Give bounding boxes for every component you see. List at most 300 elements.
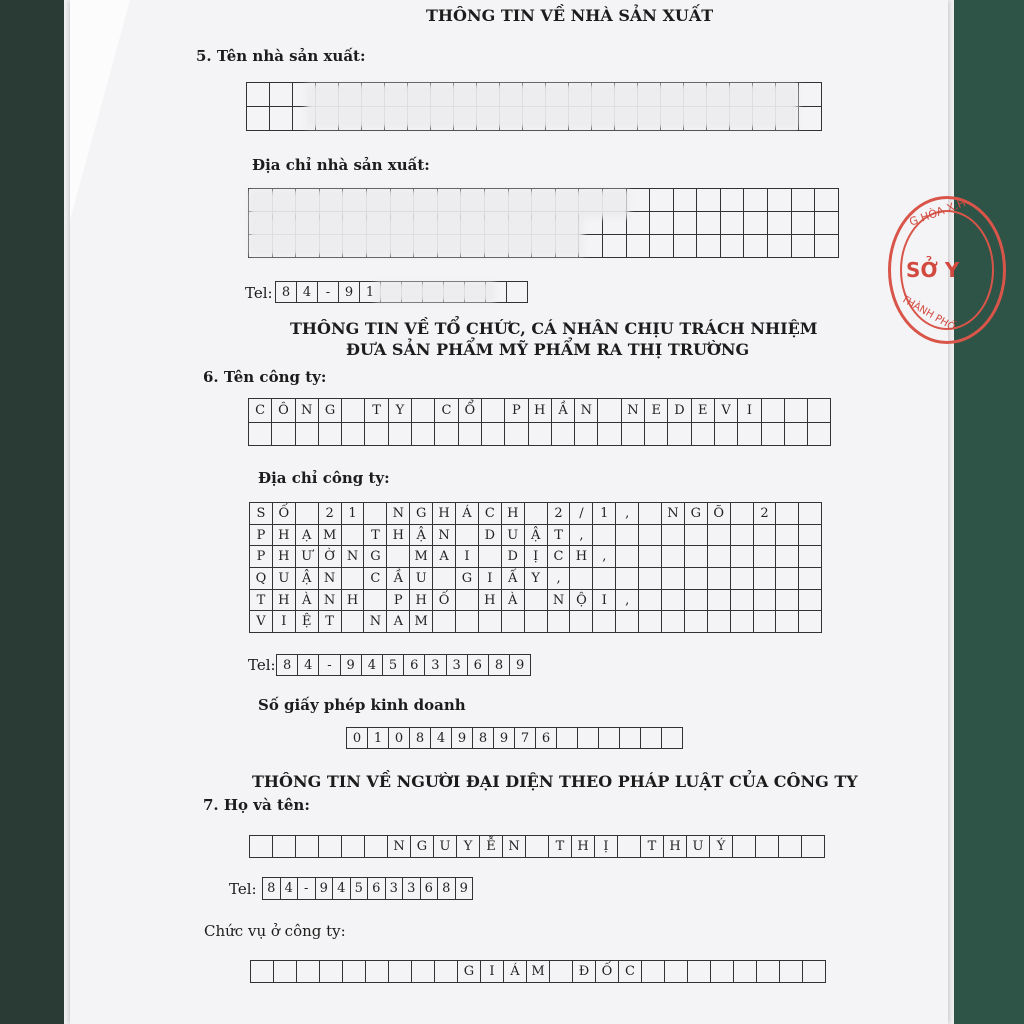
redacted-manufacturer-name	[306, 84, 798, 128]
grid-cell: A	[387, 611, 410, 633]
grid-cell: G	[685, 503, 708, 525]
paper-fold	[70, 0, 130, 220]
grid-cell: 8	[473, 728, 494, 749]
grid-cell	[721, 212, 745, 235]
heading-company-line2: ĐƯA SẢN PHẨM MỸ PHẨM RA THỊ TRƯỜNG	[346, 340, 750, 359]
grid-cell: T	[365, 399, 388, 423]
grid-cell	[575, 423, 598, 447]
grid-cell: 4	[431, 728, 452, 749]
grid-cell	[249, 423, 272, 447]
grid-cell: 8	[277, 655, 298, 676]
grid-row	[250, 590, 822, 612]
grid-cell: À	[502, 590, 525, 612]
grid-cell	[731, 590, 754, 612]
grid-cell	[526, 836, 549, 858]
grid-cell	[674, 212, 698, 235]
grid-cell	[711, 961, 734, 983]
grid-cell	[799, 503, 822, 525]
grid-cell: Y	[525, 568, 548, 590]
grid-cell	[685, 568, 708, 590]
grid-cell	[525, 590, 548, 612]
grid-cell	[342, 611, 365, 633]
grid-cell: P	[250, 525, 273, 547]
grid-cell	[598, 423, 621, 447]
grid-cell: 9	[316, 878, 334, 900]
grid-row	[250, 546, 822, 568]
grid-cell: Ậ	[296, 568, 319, 590]
grid-cell	[768, 212, 792, 235]
heading-manufacturer: THÔNG TIN VỀ NHÀ SẢN XUẤT	[426, 6, 714, 25]
grid-cell	[296, 503, 319, 525]
grid-cell	[708, 546, 731, 568]
grid-cell: H	[479, 590, 502, 612]
grid-cell	[459, 423, 482, 447]
grid-cell	[412, 961, 435, 983]
grid-cell: M	[410, 611, 433, 633]
grid-cell: Ố	[273, 503, 296, 525]
grid-cell: -	[318, 282, 339, 303]
grid-cell	[650, 212, 674, 235]
grid-row	[263, 878, 473, 900]
grid-cell	[650, 189, 674, 212]
grid-cell	[639, 525, 662, 547]
grid-cell: T	[641, 836, 664, 858]
grid-cell	[697, 212, 721, 235]
grid-cell	[365, 836, 388, 858]
grid-cell	[768, 189, 792, 212]
grid-cell	[650, 235, 674, 258]
grid-cell: N	[319, 590, 342, 612]
grid-cell: 6	[368, 878, 386, 900]
grid-cell	[364, 590, 387, 612]
grid-cell	[627, 212, 651, 235]
grid-cell	[697, 235, 721, 258]
grid-cell: Ý	[710, 836, 733, 858]
grid-cell	[639, 590, 662, 612]
grid-cell	[366, 961, 389, 983]
grid-cell: 4	[362, 655, 383, 676]
grid-cell	[319, 423, 342, 447]
grid-cell	[387, 546, 410, 568]
grid-cell: P	[505, 399, 528, 423]
grid-cell: I	[479, 568, 502, 590]
grid-cell	[593, 525, 616, 547]
grid-cell: D	[502, 546, 525, 568]
grid-cell: E	[645, 399, 668, 423]
grid-cell: 5	[351, 878, 369, 900]
grid-cell: N	[622, 399, 645, 423]
grid-cell: M	[527, 961, 550, 983]
grid-cell: H	[342, 590, 365, 612]
grid-cell: 6	[404, 655, 425, 676]
grid-cell: Ờ	[319, 546, 342, 568]
grid-cell	[808, 423, 831, 447]
grid-cell: 4	[297, 282, 318, 303]
grid-cell: Ậ	[525, 525, 548, 547]
grid-cell	[364, 503, 387, 525]
grid-rep-name	[249, 835, 825, 858]
grid-cell: N	[296, 399, 319, 423]
grid-cell	[692, 423, 715, 447]
label-rep-position: Chức vụ ở công ty:	[204, 922, 346, 940]
grid-row	[250, 611, 822, 633]
grid-cell: Ệ	[296, 611, 319, 633]
grid-cell	[799, 525, 822, 547]
grid-cell	[799, 546, 822, 568]
grid-cell: N	[433, 525, 456, 547]
grid-cell	[273, 836, 296, 858]
grid-cell: 6	[421, 878, 439, 900]
grid-cell	[731, 568, 754, 590]
grid-cell	[639, 503, 662, 525]
grid-cell: C	[619, 961, 642, 983]
grid-cell: G	[319, 399, 342, 423]
grid-cell: 8	[489, 655, 510, 676]
grid-cell	[642, 961, 665, 983]
grid-cell	[570, 611, 593, 633]
grid-cell	[616, 568, 639, 590]
grid-cell: 9	[494, 728, 515, 749]
grid-cell	[665, 961, 688, 983]
grid-cell	[319, 836, 342, 858]
grid-cell: H	[433, 503, 456, 525]
grid-cell: H	[502, 503, 525, 525]
grid-cell	[668, 423, 691, 447]
grid-cell: 4	[298, 655, 319, 676]
grid-cell: H	[273, 590, 296, 612]
grid-cell: E	[692, 399, 715, 423]
grid-cell: U	[502, 525, 525, 547]
grid-cell	[389, 961, 412, 983]
grid-cell	[639, 568, 662, 590]
grid-cell	[435, 961, 458, 983]
grid-cell	[412, 399, 435, 423]
grid-cell: C	[548, 546, 571, 568]
grid-cell: 8	[263, 878, 281, 900]
grid-cell	[792, 189, 816, 212]
grid-cell	[505, 423, 528, 447]
grid-cell: G	[411, 836, 434, 858]
grid-cell	[744, 212, 768, 235]
grid-cell	[662, 611, 685, 633]
label-manufacturer-tel: Tel:	[245, 284, 273, 302]
grid-cell	[799, 611, 822, 633]
grid-cell	[731, 525, 754, 547]
grid-cell	[502, 611, 525, 633]
grid-cell	[557, 728, 578, 749]
grid-cell	[622, 423, 645, 447]
grid-cell: 2	[548, 503, 571, 525]
grid-cell	[297, 961, 320, 983]
grid-cell: Ị	[595, 836, 618, 858]
grid-cell: H	[410, 590, 433, 612]
stamp-bottom-text: THÀNH PHỐ	[899, 293, 957, 334]
grid-cell	[721, 235, 745, 258]
grid-cell: H	[572, 836, 595, 858]
grid-cell: M	[319, 525, 342, 547]
background-left	[0, 0, 70, 1024]
grid-cell	[799, 568, 822, 590]
grid-cell	[815, 235, 839, 258]
label-manufacturer-address: Địa chỉ nhà sản xuất:	[252, 156, 430, 174]
grid-cell	[815, 189, 839, 212]
grid-row	[277, 655, 531, 676]
grid-cell: N	[388, 836, 411, 858]
grid-cell: Q	[250, 568, 273, 590]
grid-cell	[721, 189, 745, 212]
grid-cell: G	[364, 546, 387, 568]
grid-cell: I	[481, 961, 504, 983]
grid-cell	[479, 546, 502, 568]
grid-cell: H	[273, 525, 296, 547]
grid-cell: I	[738, 399, 761, 423]
grid-cell	[776, 611, 799, 633]
grid-cell	[342, 525, 365, 547]
grid-business-license	[346, 727, 683, 749]
grid-cell	[776, 525, 799, 547]
grid-cell: 4	[333, 878, 351, 900]
grid-cell: C	[479, 503, 502, 525]
grid-cell: T	[319, 611, 342, 633]
label-rep-name: 7. Họ và tên:	[203, 796, 310, 814]
grid-cell	[456, 590, 479, 612]
grid-company-address	[249, 502, 822, 633]
grid-cell: T	[549, 836, 572, 858]
grid-cell	[738, 423, 761, 447]
grid-row	[250, 525, 822, 547]
grid-cell: 6	[536, 728, 557, 749]
grid-cell	[685, 546, 708, 568]
grid-cell: 3	[403, 878, 421, 900]
grid-cell	[251, 961, 274, 983]
grid-cell: 0	[389, 728, 410, 749]
grid-cell: D	[479, 525, 502, 547]
grid-cell	[639, 546, 662, 568]
grid-cell	[548, 611, 571, 633]
grid-cell: I	[273, 611, 296, 633]
grid-cell	[799, 590, 822, 612]
official-stamp	[888, 196, 1008, 346]
grid-cell: U	[687, 836, 710, 858]
grid-cell	[270, 107, 293, 131]
grid-cell	[627, 235, 651, 258]
grid-cell: V	[715, 399, 738, 423]
grid-cell	[685, 525, 708, 547]
grid-cell	[620, 728, 641, 749]
label-rep-tel: Tel:	[229, 880, 257, 898]
heading-representative: THÔNG TIN VỀ NGƯỜI ĐẠI DIỆN THEO PHÁP LUẬT CỦA CÔNG TY	[252, 772, 858, 791]
grid-cell	[802, 836, 825, 858]
label-company-address: Địa chỉ công ty:	[258, 469, 390, 487]
background-right	[948, 0, 1024, 1024]
grid-cell: -	[319, 655, 340, 676]
grid-cell: Ị	[525, 546, 548, 568]
grid-cell: N	[319, 568, 342, 590]
grid-cell	[762, 423, 785, 447]
grid-row	[347, 728, 683, 749]
grid-cell: Ổ	[459, 399, 482, 423]
grid-cell: 4	[281, 878, 299, 900]
grid-cell: 3	[386, 878, 404, 900]
grid-row	[249, 399, 831, 423]
grid-cell	[342, 423, 365, 447]
grid-cell	[662, 568, 685, 590]
grid-cell: ,	[616, 503, 639, 525]
grid-cell: N	[662, 503, 685, 525]
grid-cell: 2	[754, 503, 777, 525]
grid-company-tel	[276, 654, 531, 676]
grid-cell: U	[410, 568, 433, 590]
grid-cell	[754, 525, 777, 547]
grid-cell: Ậ	[410, 525, 433, 547]
grid-cell	[780, 961, 803, 983]
grid-cell	[296, 423, 319, 447]
grid-cell: 3	[447, 655, 468, 676]
label-company-name: 6. Tên công ty:	[203, 368, 327, 386]
grid-cell: Đ	[573, 961, 596, 983]
grid-cell: Ạ	[296, 525, 319, 547]
grid-cell	[552, 423, 575, 447]
grid-cell: C	[364, 568, 387, 590]
grid-company-name	[248, 398, 831, 446]
grid-cell	[593, 568, 616, 590]
grid-cell: 9	[341, 655, 362, 676]
grid-row	[250, 568, 822, 590]
grid-cell	[754, 590, 777, 612]
grid-cell	[776, 546, 799, 568]
grid-cell: -	[298, 878, 316, 900]
grid-cell	[270, 83, 293, 107]
grid-cell	[785, 423, 808, 447]
grid-cell: H	[387, 525, 410, 547]
grid-cell: Ễ	[480, 836, 503, 858]
grid-cell: M	[410, 546, 433, 568]
grid-cell	[603, 235, 627, 258]
grid-cell: Ộ	[570, 590, 593, 612]
grid-cell: Á	[456, 503, 479, 525]
grid-cell: Ầ	[552, 399, 575, 423]
grid-cell	[639, 611, 662, 633]
grid-cell	[525, 503, 548, 525]
grid-row	[250, 503, 822, 525]
grid-cell: 8	[410, 728, 431, 749]
grid-cell: Ấ	[502, 568, 525, 590]
grid-cell: P	[387, 590, 410, 612]
grid-cell	[776, 590, 799, 612]
grid-cell	[688, 961, 711, 983]
grid-cell: U	[434, 836, 457, 858]
redacted-address-1	[249, 190, 629, 218]
grid-cell	[433, 568, 456, 590]
grid-cell	[754, 546, 777, 568]
grid-cell	[731, 611, 754, 633]
grid-cell	[754, 568, 777, 590]
grid-cell: 6	[468, 655, 489, 676]
grid-cell	[342, 399, 365, 423]
grid-cell	[744, 189, 768, 212]
grid-cell: Ô	[272, 399, 295, 423]
grid-rep-tel	[262, 877, 473, 900]
grid-cell: ,	[616, 590, 639, 612]
grid-cell	[525, 611, 548, 633]
grid-cell	[550, 961, 573, 983]
redacted-address-2	[249, 216, 583, 256]
label-company-tel: Tel:	[248, 656, 276, 674]
grid-cell	[342, 568, 365, 590]
grid-cell	[616, 525, 639, 547]
grid-rep-position	[250, 960, 826, 983]
grid-cell: H	[529, 399, 552, 423]
grid-cell: Ầ	[387, 568, 410, 590]
grid-cell: 9	[456, 878, 474, 900]
grid-cell	[757, 961, 780, 983]
grid-cell: Á	[504, 961, 527, 983]
grid-cell	[641, 728, 662, 749]
grid-cell	[320, 961, 343, 983]
grid-cell: I	[593, 590, 616, 612]
grid-row	[251, 961, 826, 983]
grid-cell: G	[458, 961, 481, 983]
grid-cell	[435, 423, 458, 447]
grid-cell	[247, 83, 270, 107]
grid-cell	[731, 546, 754, 568]
grid-cell	[456, 525, 479, 547]
grid-cell	[593, 611, 616, 633]
grid-cell	[792, 212, 816, 235]
grid-cell: C	[249, 399, 272, 423]
grid-cell	[247, 107, 270, 131]
grid-cell	[365, 423, 388, 447]
grid-cell: 7	[515, 728, 536, 749]
grid-cell	[250, 836, 273, 858]
grid-cell	[785, 399, 808, 423]
grid-cell	[529, 423, 552, 447]
grid-cell	[685, 611, 708, 633]
grid-cell	[731, 503, 754, 525]
label-manufacturer-name: 5. Tên nhà sản xuất:	[196, 47, 366, 65]
grid-cell	[479, 611, 502, 633]
grid-cell: G	[410, 503, 433, 525]
grid-cell	[733, 836, 756, 858]
grid-cell	[799, 83, 822, 107]
grid-row	[250, 836, 825, 858]
grid-cell	[708, 611, 731, 633]
grid-cell: S	[250, 503, 273, 525]
grid-cell: N	[364, 611, 387, 633]
grid-cell	[662, 590, 685, 612]
grid-cell	[456, 611, 479, 633]
grid-cell: T	[364, 525, 387, 547]
grid-cell: A	[433, 546, 456, 568]
heading-company-line1: THÔNG TIN VỀ TỔ CHỨC, CÁ NHÂN CHỊU TRÁCH NHIỆM	[290, 319, 818, 338]
grid-cell	[762, 399, 785, 423]
grid-cell: D	[668, 399, 691, 423]
grid-cell	[792, 235, 816, 258]
grid-cell	[616, 546, 639, 568]
grid-cell: 9	[452, 728, 473, 749]
grid-cell	[808, 399, 831, 423]
grid-cell: 0	[347, 728, 368, 749]
grid-cell: 8	[438, 878, 456, 900]
grid-cell: Õ	[708, 503, 731, 525]
grid-cell	[412, 423, 435, 447]
redacted-manufacturer-tel	[375, 282, 495, 302]
label-business-license: Số giấy phép kinh doanh	[258, 696, 466, 714]
grid-cell: H	[664, 836, 687, 858]
grid-cell: 9	[339, 282, 360, 303]
stamp-main-text: SỞ Y	[906, 258, 960, 282]
grid-cell: /	[570, 503, 593, 525]
